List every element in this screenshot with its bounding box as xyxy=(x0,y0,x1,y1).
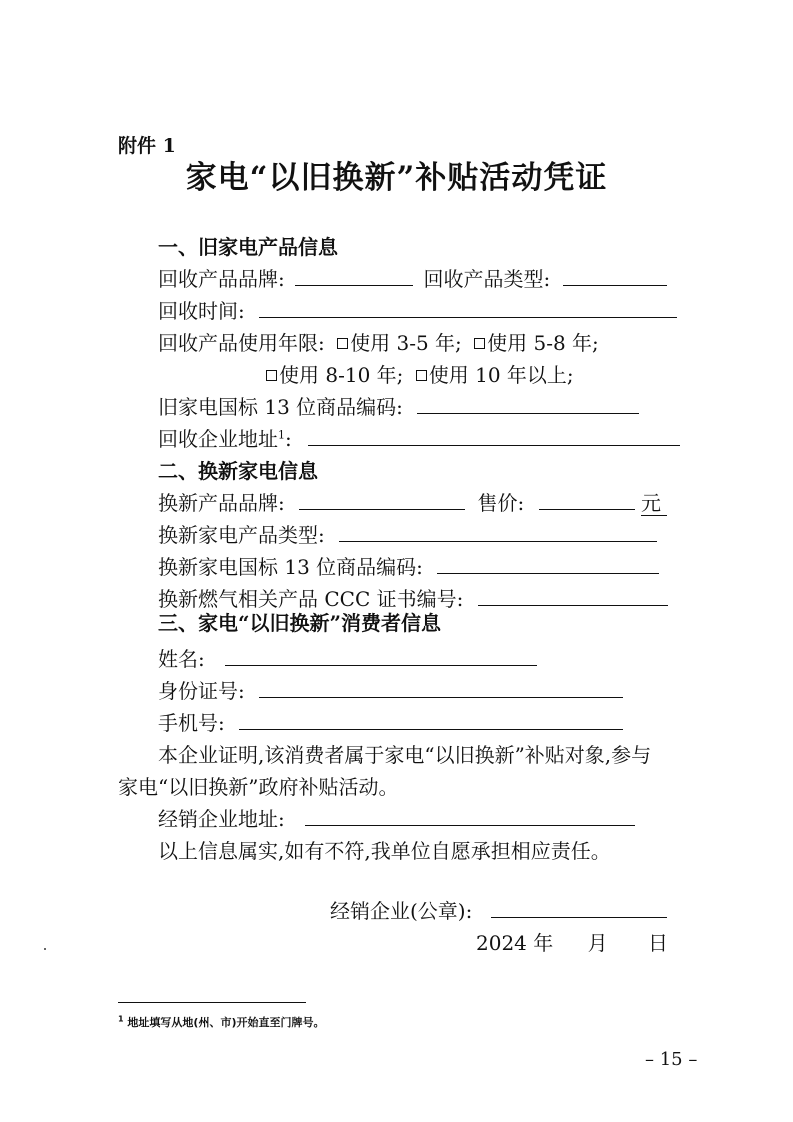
footnote-mark: 1 xyxy=(118,1014,124,1024)
scan-speck xyxy=(44,948,46,950)
recycle-address-label: 回收企业地址 xyxy=(158,427,278,451)
old-code-label: 旧家电国标 13 位商品编码: xyxy=(158,395,403,419)
usage-10-plus-label: 使用 10 年以上; xyxy=(428,363,574,387)
new-type-field[interactable] xyxy=(339,521,657,542)
usage-3-5-label: 使用 3-5 年; xyxy=(350,331,462,355)
recycle-address-row xyxy=(158,423,680,452)
certify-line-1: 本企业证明,该消费者属于家电“以旧换新”补贴对象,参与 xyxy=(158,743,652,767)
old-code-row xyxy=(158,391,639,420)
usage-years-row xyxy=(158,327,599,356)
footnote xyxy=(118,1014,324,1030)
ccc-field[interactable] xyxy=(478,585,668,606)
usage-10-plus-checkbox[interactable] xyxy=(416,370,427,381)
name-row xyxy=(158,643,537,672)
recycle-time-field[interactable] xyxy=(259,297,677,318)
declaration-text: 以上信息属实,如有不符,我单位自愿承担相应责任。 xyxy=(158,839,611,863)
ccc-label: 换新燃气相关产品 CCC 证书编号: xyxy=(158,587,464,611)
price-label: 售价: xyxy=(477,491,525,515)
price-field[interactable] xyxy=(539,489,635,510)
seal-field[interactable] xyxy=(491,897,667,918)
old-type-field[interactable] xyxy=(563,265,667,286)
document-title: 家电“以旧换新”补贴活动凭证 xyxy=(185,160,608,196)
usage-years-row-2 xyxy=(266,359,574,388)
new-brand-label: 换新产品品牌: xyxy=(158,491,285,515)
new-brand-row xyxy=(158,487,667,516)
attachment-label: 附件 1 xyxy=(118,135,176,157)
new-code-field[interactable] xyxy=(437,553,659,574)
date-year: 2024 年 xyxy=(476,931,554,955)
name-label: 姓名: xyxy=(158,647,205,671)
new-type-label: 换新家电产品类型: xyxy=(158,523,325,547)
name-field[interactable] xyxy=(225,645,537,666)
phone-row xyxy=(158,707,623,736)
usage-5-8-checkbox[interactable] xyxy=(474,338,485,349)
old-brand-field[interactable] xyxy=(295,265,413,286)
old-brand-row xyxy=(158,263,667,292)
phone-label: 手机号: xyxy=(158,711,225,735)
date-day: 日 xyxy=(647,931,668,955)
new-brand-field[interactable] xyxy=(299,489,465,510)
seal-row xyxy=(330,895,667,924)
certify-line-2: 家电“以旧换新”政府补贴活动。 xyxy=(118,775,399,799)
date-month: 月 xyxy=(587,931,608,955)
id-field[interactable] xyxy=(259,677,623,698)
usage-5-8-label: 使用 5-8 年; xyxy=(487,331,599,355)
usage-years-label: 回收产品使用年限: xyxy=(158,331,325,355)
section3-heading: 三、家电“以旧换新”消费者信息 xyxy=(158,611,442,635)
dealer-address-label: 经销企业地址: xyxy=(158,807,285,831)
new-type-row xyxy=(158,519,657,548)
usage-3-5-checkbox[interactable] xyxy=(337,338,348,349)
dealer-address-row xyxy=(158,803,635,832)
yuan-label: 元 xyxy=(641,491,667,516)
footnote-text: 地址填写从地(州、市)开始直至门牌号。 xyxy=(127,1016,325,1029)
new-code-label: 换新家电国标 13 位商品编码: xyxy=(158,555,423,579)
dealer-address-field[interactable] xyxy=(305,805,635,826)
recycle-address-field[interactable] xyxy=(308,425,680,446)
footnote-ref: 1 xyxy=(278,428,285,442)
new-code-row xyxy=(158,551,659,580)
old-type-label: 回收产品类型: xyxy=(423,267,551,291)
usage-8-10-checkbox[interactable] xyxy=(266,370,277,381)
date-row xyxy=(476,927,668,956)
recycle-time-label: 回收时间: xyxy=(158,299,245,323)
usage-8-10-label: 使用 8-10 年; xyxy=(279,363,404,387)
recycle-time-row xyxy=(158,295,677,324)
seal-label: 经销企业(公章): xyxy=(330,899,473,923)
id-label: 身份证号: xyxy=(158,679,245,703)
footnote-divider xyxy=(118,1002,306,1003)
page-number: – 15 – xyxy=(645,1049,698,1070)
old-brand-label: 回收产品品牌: xyxy=(158,267,285,291)
recycle-address-colon: : xyxy=(285,427,292,451)
id-row xyxy=(158,675,623,704)
section1-heading: 一、旧家电产品信息 xyxy=(158,235,338,259)
phone-field[interactable] xyxy=(239,709,623,730)
old-code-field[interactable] xyxy=(417,393,639,414)
section2-heading: 二、换新家电信息 xyxy=(158,459,318,483)
